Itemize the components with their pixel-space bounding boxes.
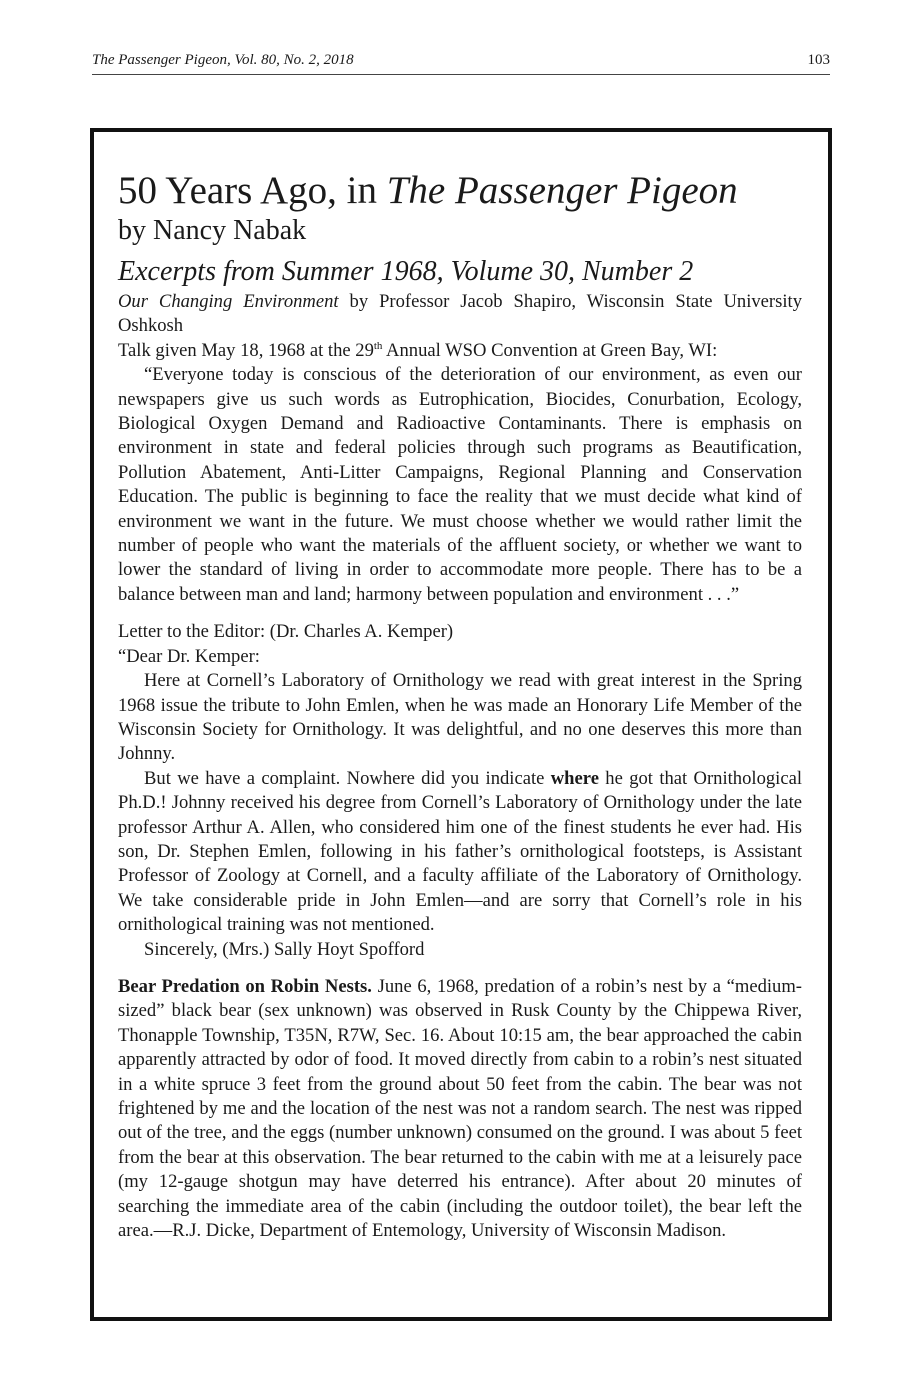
talk-quote: “Everyone today is conscious of the deterioration of our environment, as even our newspapers give us such words as Eutrophication, Biocides, Conurbation, Ecology, Biological Oxygen Demand and Radioactive Contaminants. There is emphasis on environment in state and federal policies through such programs as Beautification, Pollution Abatement, Anti-Litter Campaigns, Regional Planning and Conservation Education. The public is beginning to face the reality that we must decide what kind of environment we want in the future. We must choose whether we would rather limit the number of people who want the materials of the affluent society, or whether we want to lower the standard of living in order to accommodate more people. There has to be a balance between man and land; harmony between population and environment . . .” <box>118 364 802 605</box>
journal-citation: The Passenger Pigeon, Vol. 80, No. 2, 2018 <box>92 52 354 68</box>
running-header <box>92 50 830 75</box>
ordinal-suffix: th <box>373 339 383 352</box>
letter-salutation: “Dear Dr. Kemper: <box>118 645 260 667</box>
title-italic: The Passenger Pigeon <box>386 169 738 212</box>
bear-note <box>118 975 802 1243</box>
article-title <box>118 168 802 214</box>
letter-intro: Letter to the Editor: (Dr. Charles A. Kemper) <box>118 621 454 643</box>
page-number: 103 <box>807 52 830 68</box>
excerpt-heading: Excerpts from Summer 1968, Volume 30, Number 2 <box>118 256 694 287</box>
talk-title: Our Changing Environment <box>118 291 339 312</box>
letter-signoff: Sincerely, (Mrs.) Sally Hoyt Spofford <box>144 938 425 960</box>
talk-citation <box>118 290 802 339</box>
bear-note-heading: Bear Predation on Robin Nests. <box>118 975 372 997</box>
article-body <box>118 168 802 1243</box>
title-plain: 50 Years Ago, in <box>118 169 387 212</box>
letter-paragraph-2: But we have a complaint. Nowhere did you indicate where he got that Ornithological Ph.D.! Johnny received his degree from Cornell’s Laboratory of Ornithology under the late professor Arthur A. Allen, who considered him one of the finest students he ever had. His son, Dr. Stephen Emlen, following in his father’s ornithological footsteps, is Assistant Professor of Zoology at Cornell, and a faculty affiliate of the Laboratory of Ornithology. We take considerable pride in John Emlen—and are sorry that Cornell’s role in his ornithological training was not mentioned. <box>118 767 802 936</box>
emphasis-where: where <box>550 767 599 789</box>
talk-author: by Professor Jacob Shapiro, Wisconsin State University Oshkosh <box>118 291 802 337</box>
bear-note-text: June 6, 1968, predation of a robin’s nest by a “medium-sized” black bear (sex unknown) was observed in Rusk County by the Chippewa River, Thonapple Township, T35N, R7W, Sec. 16. About 10:15 am, the bear approached the cabin apparently attracted by odor of food. It moved directly from cabin to a robin’s nest situated in a white spruce 3 feet from the ground about 50 feet from the cabin. The bear was not frightened by me and the location of the nest was not a random search. The nest was ripped out of the tree, and the eggs (number unknown) consumed on the ground. I was about 5 feet from the bear at this observation. The bear returned to the cabin with me at a leisurely pace (my 12-gauge shotgun may have deterred his entrance). After about 20 minutes of searching the immediate area of the cabin (including the outdoor toilet), the bear left the area.—R.J. Dicke, Department of Entemology, University of Wisconsin Madison. <box>118 975 802 1242</box>
talk-given-line: Talk given May 18, 1968 at the 29th Annual WSO Convention at Green Bay, WI: <box>118 339 718 361</box>
letter-paragraph-1: Here at Cornell’s Laboratory of Ornithology we read with great interest in the Spring 1968 issue the tribute to John Emlen, when he was made an Honorary Life Member of the Wisconsin Society for Ornithology. It was delightful, and no one deserves this more than Johnny. <box>118 670 802 765</box>
byline: by Nancy Nabak <box>118 215 307 246</box>
